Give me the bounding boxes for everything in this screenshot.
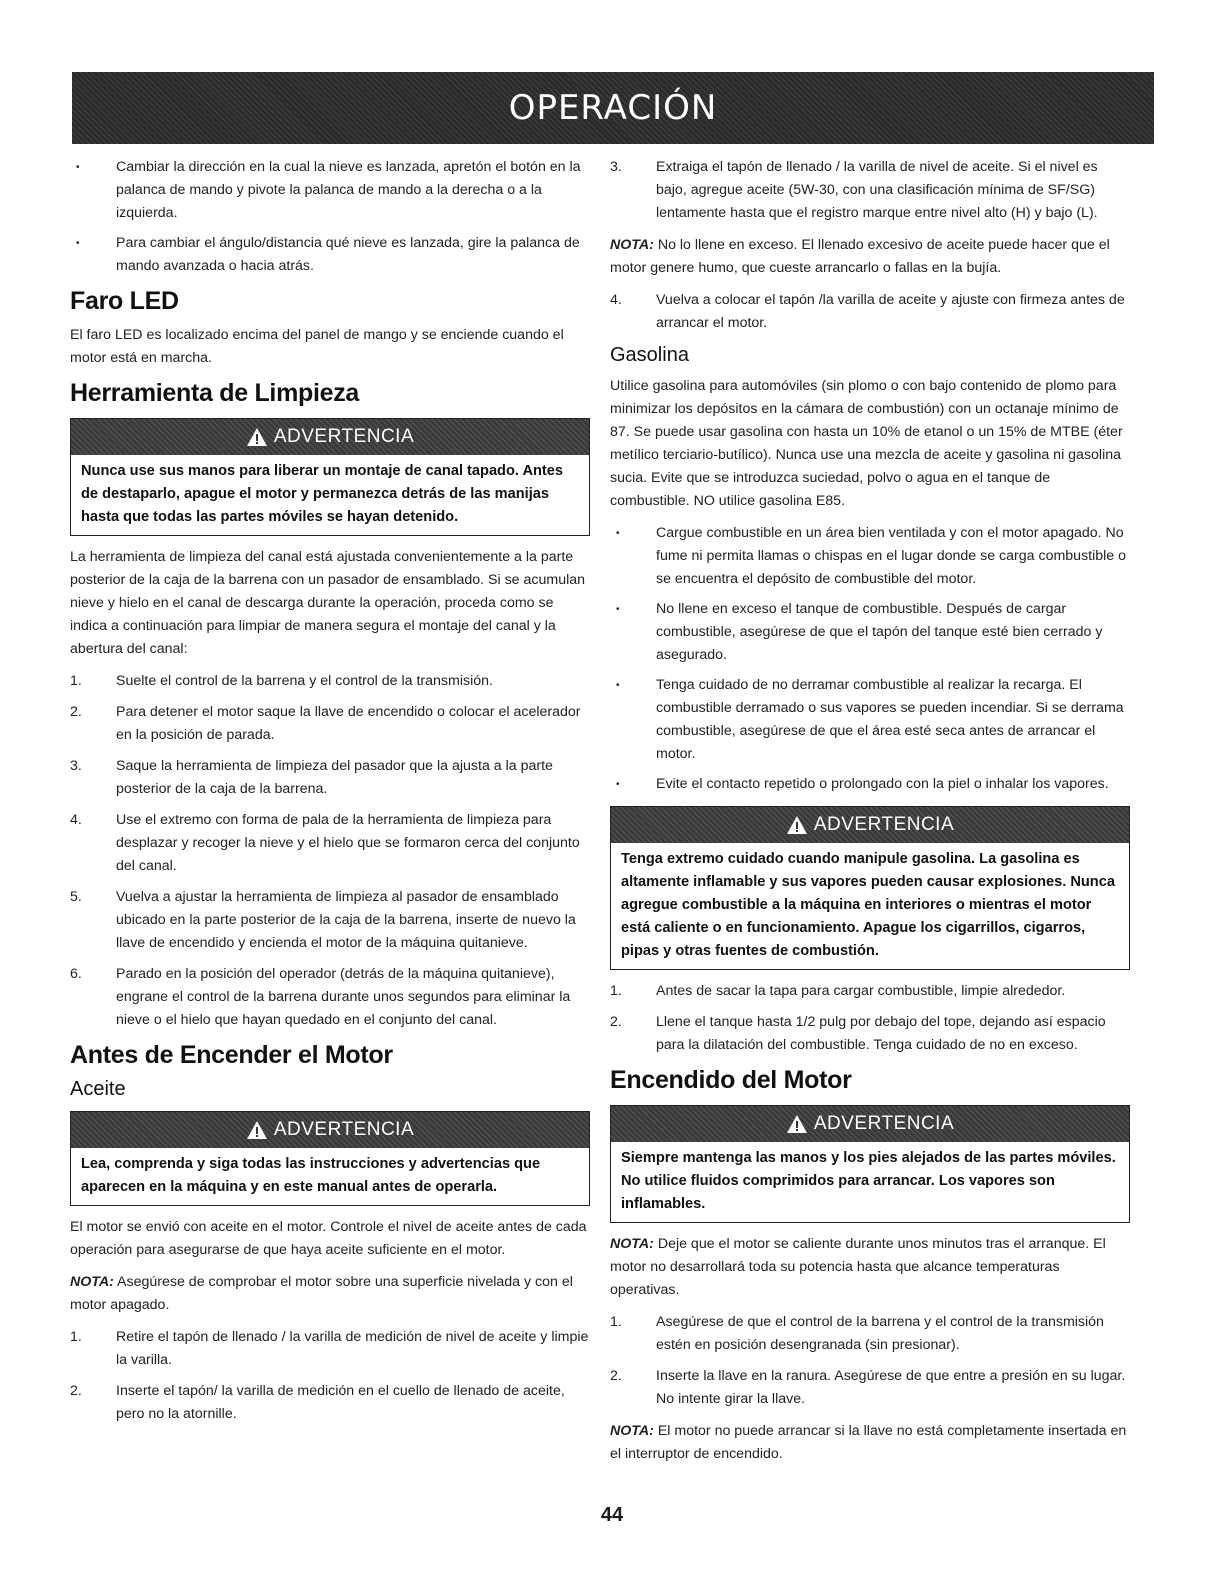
page-title: OPERACIÓN (508, 88, 718, 128)
warning-text: Tenga extremo cuidado cuando manipule gasolina. La gasolina es altamente inflamable y sus vapores pueden causar explosiones. Nunca agregue combustible a la máquina en interiores o mientras el motor está caliente o en funcionamiento. Apague los cigarrillos, cigarros, pipas y otras fuentes de combustión. (621, 851, 1115, 959)
encendido-nota-2: NOTA: El motor no puede arrancar si la llave no está completamente insertada en el interruptor de encendido. (610, 1423, 1127, 1462)
list-item: 1. Antes de sacar la tapa para cargar combustible, limpie alrededor. (610, 983, 1066, 999)
warning-triangle-icon (246, 427, 268, 447)
faro-led-heading: Faro LED (70, 287, 179, 315)
aceite-subheading: Aceite (70, 1078, 126, 1100)
list-item: 3. Extraiga el tapón de llenado / la varilla de nivel de aceite. Si el nivel es bajo, agregue aceite (5W-30, con una clasificación mínima de SF/SG) lentamente hasta que el registro marque entre nivel alto (H) y bajo (L). (610, 159, 1098, 221)
herramienta-heading: Herramienta de Limpieza (70, 379, 360, 407)
list-item: • Tenga cuidado de no derramar combustible al realizar la recarga. El combustible derramado o sus vapores se pueden incendiar. Si se derrama combustible, asegúrese de que el área esté seca antes de arrancar el motor. (610, 674, 1130, 766)
warning-header (611, 1106, 1129, 1142)
warning-box-aceite (70, 1111, 590, 1206)
list-item: • Evite el contacto repetido o prolongado con la piel o inhalar los vapores. (610, 773, 1130, 796)
warning-text: Nunca use sus manos para liberar un montaje de canal tapado. Antes de destaparlo, apague el motor y permanezca detrás de las manijas hasta que todas las partes móviles se hayan detenido. (81, 463, 563, 525)
left-column (70, 156, 590, 1435)
list-item: 4. Vuelva a colocar el tapón /la varilla de aceite y ajuste con firmeza antes de arrancar el motor. (610, 292, 1125, 331)
aceite-nota: NOTA: Asegúrese de comprobar el motor sobre una superficie nivelada y con el motor apagado. (70, 1274, 573, 1313)
warning-label: ADVERTENCIA (273, 1119, 415, 1140)
warning-header (71, 1112, 589, 1148)
warning-box-herramienta (70, 418, 590, 536)
list-item: 6. Parado en la posición del operador (detrás de la máquina quitanieve), engrane el control de la barrena durante unos segundos para eliminar la nieve o el hielo que hayan quedado en el conjunto del canal. (70, 966, 571, 1028)
encendido-nota-1: NOTA: Deje que el motor se caliente durante unos minutos tras el arranque. El motor no desarrollará toda su potencia hasta que alcance temperaturas operativas. (610, 1236, 1106, 1298)
warning-text: Lea, comprenda y siga todas las instrucciones y advertencias que aparecen en la máquina y en este manual antes de operarla. (81, 1156, 541, 1195)
encendido-heading: Encendido del Motor (610, 1066, 852, 1094)
antes-heading: Antes de Encender el Motor (70, 1041, 393, 1069)
encendido-steps (610, 1311, 1130, 1411)
list-item: 2. Inserte la llave en la ranura. Asegúrese de que entre a presión en su lugar. No intente girar la llave. (610, 1368, 1126, 1407)
aceite-text: El motor se envió con aceite en el motor. Controle el nivel de aceite antes de cada operación para asegurarse de que haya aceite suficiente en el motor. (70, 1219, 587, 1258)
list-item: 2. Para detener el motor saque la llave de encendido o colocar el acelerador en la posición de parada. (70, 704, 581, 743)
warning-triangle-icon (786, 1114, 808, 1134)
list-item: • No llene en exceso el tanque de combustible. Después de cargar combustible, asegúrese de que el tapón del tanque esté bien cerrado y asegurado. (610, 598, 1130, 667)
warning-label: ADVERTENCIA (813, 1113, 955, 1134)
aceite-steps (70, 1326, 590, 1426)
warning-header (611, 807, 1129, 843)
warning-box-encendido (610, 1105, 1130, 1223)
warning-triangle-icon (786, 815, 808, 835)
intro-bullet-list (70, 156, 590, 278)
list-item: 3. Saque la herramienta de limpieza del pasador que la ajusta a la parte posterior de la caja de la barrena. (70, 758, 553, 797)
faro-led-text: El faro LED es localizado encima del panel de mango y se enciende cuando el motor está en marcha. (70, 327, 564, 366)
warning-header (71, 419, 589, 455)
herramienta-intro: La herramienta de limpieza del canal está ajustada convenientemente a la parte posterior de la caja de la barrena con un pasador de ensamblado. Si se acumulan nieve y hielo en el canal de descarga durante la operación, proceda como se indica a continuación para limpiar de manera segura el montaje del canal y la abertura del canal: (70, 549, 586, 657)
warning-label: ADVERTENCIA (813, 814, 955, 835)
page-number: 44 (600, 1504, 624, 1526)
warning-box-gasolina (610, 806, 1130, 970)
page-header-banner (72, 72, 1154, 144)
gasolina-bullets (610, 522, 1130, 796)
list-item: • Cargue combustible en un área bien ventilada y con el motor apagado. No fume ni permita llamas o chispas en el lugar donde se carga combustible o se encuentra el depósito de combustible del motor. (610, 522, 1130, 591)
right-column (610, 156, 1130, 1475)
warning-text: Siempre mantenga las manos y los pies alejados de las partes móviles. No utilice fluidos comprimidos para arrancar. Los vapores son inflamables. (621, 1150, 1116, 1212)
list-item: 2. Inserte el tapón/ la varilla de medición en el cuello de llenado de aceite, pero no la atornille. (70, 1383, 565, 1422)
list-item: • Cambiar la dirección en la cual la nieve es lanzada, apretón el botón en la palanca de mando y pivote la palanca de mando a la derecha o a la izquierda. (70, 156, 590, 225)
oil-steps-final (610, 289, 1130, 335)
warning-label: ADVERTENCIA (273, 426, 415, 447)
warning-triangle-icon (246, 1120, 268, 1140)
list-item: 1. Suelte el control de la barrena y el control de la transmisión. (70, 673, 493, 689)
list-item: 1. Asegúrese de que el control de la barrena y el control de la transmisión estén en posición desengranada (sin presionar). (610, 1314, 1104, 1353)
oil-nota: NOTA: No lo llene en exceso. El llenado excesivo de aceite puede hacer que el motor genere humo, que cueste arrancarlo o fallas en la bujía. (610, 237, 1110, 276)
list-item: • Para cambiar el ángulo/distancia qué nieve es lanzada, gire la palanca de mando avanzada o hacia atrás. (70, 232, 590, 278)
list-item: 5. Vuelva a ajustar la herramienta de limpieza al pasador de ensamblado ubicado en la parte posterior de la caja de la barrena, inserte de nuevo la llave de encendido y encienda el motor de la máquina quitanieve. (70, 889, 576, 951)
gasolina-subheading: Gasolina (610, 344, 689, 366)
gasolina-text: Utilice gasolina para automóviles (sin plomo o con bajo contenido de plomo para minimizar los depósitos en la cámara de combustión) con un octanaje mínimo de 87. Se puede usar gasolina con hasta un 10% de etanol o un 15% de MTBE (éter metílico terciario-butílico). Nunca use una mezcla de aceite y gasolina ni gasolina sucia. Evite que se introduzca suciedad, polvo o agua en el tanque de combustible. NO utilice gasolina E85. (610, 378, 1123, 509)
herramienta-steps (70, 670, 590, 1032)
list-item: 1. Retire el tapón de llenado / la varilla de medición de nivel de aceite y limpie la varilla. (70, 1329, 589, 1368)
list-item: 4. Use el extremo con forma de pala de la herramienta de limpieza para desplazar y recoger la nieve y el hielo que se formaron cerca del conjunto del canal. (70, 812, 580, 874)
oil-steps-continued (610, 156, 1130, 225)
gasolina-steps (610, 980, 1130, 1057)
list-item: 2. Llene el tanque hasta 1/2 pulg por debajo del tope, dejando así espacio para la dilatación del combustible. Tenga cuidado de no en exceso. (610, 1014, 1106, 1053)
